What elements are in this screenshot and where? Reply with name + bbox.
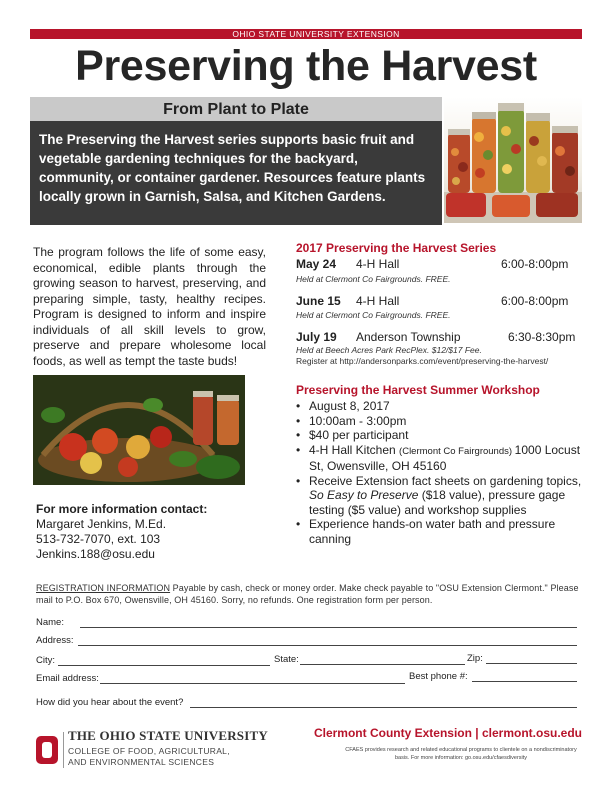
session-note: Held at Clermont Co Fairgrounds. FREE.	[296, 310, 451, 320]
workshop-extension	[296, 474, 586, 518]
canning-jars-photo	[444, 97, 582, 223]
venue-note: (Clermont Co Fairgrounds)	[399, 445, 515, 457]
session-row	[296, 330, 586, 344]
city-field[interactable]	[58, 665, 270, 666]
workshop-venue	[296, 443, 586, 474]
name-label: Name:	[36, 617, 64, 628]
state-label: State:	[274, 654, 299, 665]
phone-label: Best phone #:	[409, 671, 468, 682]
contact-name: Margaret Jenkins, M.Ed.	[36, 517, 167, 531]
intro-box	[30, 121, 442, 225]
county-link[interactable]: Clermont County Extension | clermont.osu.edu	[313, 726, 582, 740]
session-time: 6:30-8:30pm	[508, 330, 576, 344]
nondiscrimination-statement: CFAES provides research and related educational programs to clientele on a nondiscriminatory basis. For more information: go.osu.edu/cfaesdiversity	[345, 747, 577, 761]
address-field[interactable]	[78, 645, 577, 646]
footer-contact	[300, 726, 582, 762]
email-field[interactable]	[100, 683, 405, 684]
registration-label: REGISTRATION INFORMATION	[36, 583, 171, 593]
workshop-date: • August 8, 2017	[296, 399, 586, 414]
zip-field[interactable]	[486, 663, 577, 664]
page-subtitle: From Plant to Plate	[30, 97, 442, 121]
session-time: 6:00-8:00pm	[501, 294, 569, 308]
name-field[interactable]	[80, 627, 577, 628]
vegetable-basket-photo	[33, 375, 245, 485]
session-note: Held at Beech Acres Park RecPlex. $12/$17 Fee.	[296, 345, 482, 355]
city-label: City:	[36, 655, 55, 666]
org-name: OHIO STATE UNIVERSITY EXTENSION	[232, 29, 400, 39]
college-line-2: AND ENVIRONMENTAL SCIENCES	[68, 757, 215, 767]
session-time: 6:00-8:00pm	[501, 257, 569, 271]
phone-field[interactable]	[472, 681, 577, 682]
zip-label: Zip:	[467, 653, 483, 664]
org-banner	[30, 29, 582, 39]
college-line-1: COLLEGE OF FOOD, AGRICULTURAL,	[68, 746, 230, 756]
intro-text: The Preserving the Harvest series supports basic fruit and vegetable gardening techniques for the backyard, community, or container gardener. Resources feature plants locally grown in Garnish, Salsa, and Kitchen Gardens.	[39, 132, 426, 204]
session-row	[296, 257, 586, 271]
contact-block	[36, 502, 266, 562]
session-location: 4-H Hall	[356, 294, 400, 308]
address-label: Address:	[36, 635, 74, 646]
heard-field[interactable]	[190, 707, 577, 708]
register-link[interactable]: Register at http://andersonparks.com/event/preserving-the-harvest/	[296, 356, 549, 366]
extension-text-a: Receive Extension fact sheets on gardening topics,	[309, 473, 582, 488]
session-location: Anderson Township	[356, 330, 461, 344]
session-row	[296, 294, 586, 308]
state-field[interactable]	[300, 664, 465, 665]
contact-phone: 513-732-7070, ext. 103	[36, 532, 161, 546]
workshop-experience: • Experience hands-on water bath and pressure canning	[296, 517, 586, 546]
session-date: July 19	[296, 330, 337, 344]
workshop-cost: • $40 per participant	[296, 428, 586, 443]
contact-heading: For more information contact:	[36, 502, 208, 516]
heard-label: How did you hear about the event?	[36, 697, 184, 708]
session-date: May 24	[296, 257, 337, 271]
session-date: June 15	[296, 294, 341, 308]
university-name: THE OHIO STATE UNIVERSITY	[68, 728, 268, 743]
extension-book: So Easy to Preserve	[309, 488, 419, 502]
contact-email[interactable]: Jenkins.188@osu.edu	[36, 547, 155, 561]
series-title: 2017 Preserving the Harvest Series	[296, 241, 497, 255]
venue-name: 4-H Hall Kitchen	[309, 442, 400, 457]
series-schedule	[296, 242, 586, 546]
page-title: Preserving the Harvest	[75, 42, 537, 90]
email-label: Email address:	[36, 673, 99, 684]
workshop-time: • 10:00am - 3:00pm	[296, 414, 586, 429]
registration-text: Payable by cash, check or money order. Make check payable to "OSU Extension Clermont." Please mail to P.O. Box 670, Owensville, OH 45160. Sorry, no refunds. One registration form per person.	[36, 583, 579, 605]
session-location: 4-H Hall	[356, 257, 400, 271]
osu-logo	[36, 728, 276, 772]
registration-info	[36, 582, 582, 606]
extension-text-c: ($18 value), pressure gage testing ($5 value) and workshop supplies	[309, 488, 566, 517]
program-description: The program follows the life of some easy, economical, edible plants through the growing season to harvest, preserving, and preparing simple, tasty, healthy recipes. Program is designed to inform and inspire individuals of all skill levels to grow, preserve and prepare wholesome local foods, as well as tempt the taste buds!	[33, 245, 266, 368]
session-note: Held at Clermont Co Fairgrounds. FREE.	[296, 274, 451, 284]
venue-address: 1000 Locust St, Owensville, OH 45160	[309, 442, 581, 473]
workshop-list	[296, 399, 586, 546]
workshop-title: Preserving the Harvest Summer Workshop	[296, 383, 540, 397]
